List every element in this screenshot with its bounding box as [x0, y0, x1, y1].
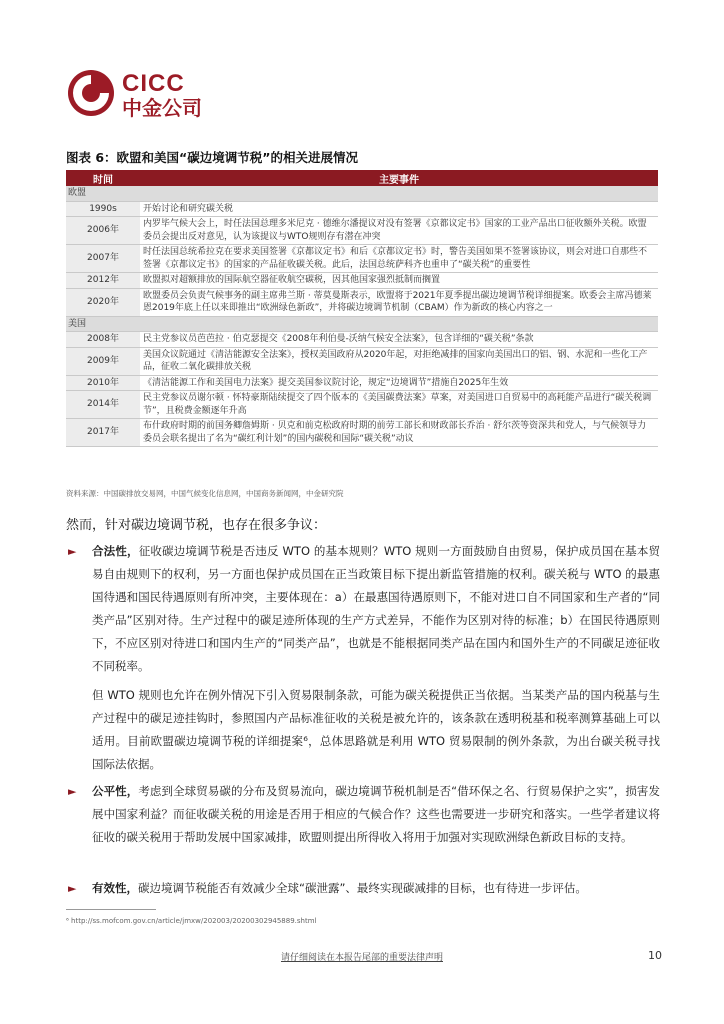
column-header-event: 主要事件 — [140, 170, 658, 186]
bullet-term: 有效性， — [92, 881, 138, 895]
event-cell: 美国众议院通过《清洁能源安全法案》，授权美国政府从2020年起，对拒绝减排的国家向美国出口的铝、钢、水泥和一些化工产品，征收二氧化碳排放关税 — [140, 347, 658, 375]
table-row — [66, 245, 658, 273]
bullet-term: 公平性， — [92, 784, 139, 798]
figure-title: 图表 6：欧盟和美国“碳边境调节税”的相关进展情况 — [66, 150, 358, 165]
table-row — [66, 375, 658, 391]
event-cell: 开始讨论和研究碳关税 — [140, 201, 658, 217]
event-cell: 《清洁能源工作和美国电力法案》提交美国参议院讨论，规定“边境调节”措施自2025年生效 — [140, 375, 658, 391]
year-cell: 2012年 — [66, 273, 140, 289]
bullet-legality-extra: 但 WTO 规则也允许在例外情况下引入贸易限制条款，可能为碳关税提供正当依据。当某类产品的国内税基与生产过程中的碳足迹挂钩时，参照国内产品标准征收的关税是被允许的，该条款在透明税基和税率测算基础上可以适用。目前欧盟碳边境调节税的详细提案⁶，总体思路就是利用 WTO 贸易限制的例外条款，为出台碳关税寻找国际法依据。 — [92, 688, 660, 771]
table-row — [66, 217, 658, 245]
year-cell: 2010年 — [66, 375, 140, 391]
year-cell: 2017年 — [66, 419, 140, 447]
brand-name-en: CICC — [122, 70, 185, 97]
cicc-logo-icon — [66, 68, 116, 118]
section-label: 欧盟 — [66, 186, 658, 201]
footer-disclaimer[interactable] — [0, 950, 724, 963]
year-cell: 2009年 — [66, 347, 140, 375]
brand-name-cn: 中金公司 — [122, 96, 202, 120]
bullet-arrow-icon: ► — [68, 785, 77, 798]
year-cell: 2006年 — [66, 217, 140, 245]
event-cell: 民主党参议员谢尔顿 · 怀特豪斯陆续提交了四个版本的《美国碳费法案》草案，对美国进口自贸易中的高耗能产品进行“碳关税调节”，且税费金额逐年升高 — [140, 391, 658, 419]
bullet-text: 征收碳边境调节税是否违反 WTO 的基本规则？WTO 规则一方面鼓励自由贸易，保护成员国在基本贸易自由规则下的权利，另一方面也保护成员国在正当政策目标下提出新监管措施的权利。碳关税与 WTO 的最惠国待遇和国民待遇原则有所冲突，主要体现在：a）在最惠国待遇原则下，不能对进口自不同国家和生产者的“同类产品”区别对待。生产过程中的碳足迹所体现的生产方式差异，不能作为区别对待的标准；b）在国民待遇原则下，不应区别对待进口和国内生产的“同类产品”，也就是不能根据同类产品在国内和国外生产的不同碳足迹征收不同税率。 — [92, 544, 661, 673]
table-row — [66, 419, 658, 447]
table-row — [66, 332, 658, 348]
section-label: 美国 — [66, 316, 658, 332]
section-row-us — [66, 316, 658, 332]
progress-table — [66, 170, 658, 447]
bullet-arrow-icon: ► — [68, 545, 77, 558]
bullet-legality — [92, 540, 660, 678]
bullet-text: 碳边境调节税能否有效减少全球“碳泄露”、最终实现碳减排的目标，也有待进一步评估。 — [138, 881, 587, 895]
year-cell: 1990s — [66, 201, 140, 217]
table-row — [66, 391, 658, 419]
event-cell: 欧盟委员会负责气候事务的副主席弗兰斯 · 蒂莫曼斯表示，欧盟将于2021年夏季提出碳边境调节税详细提案。欧委会主席冯德莱恩2019年底上任以来即推出“欧洲绿色新政”，并将碳边境调节机制（CBAM）作为新政的核心内容之一 — [140, 288, 658, 316]
page-number: 10 — [648, 949, 662, 962]
column-header-time: 时间 — [66, 170, 140, 186]
year-cell: 2007年 — [66, 245, 140, 273]
footnote-divider — [66, 909, 156, 910]
event-cell: 民主党参议员芭芭拉 · 伯克瑟提交《2008年利伯曼-沃纳气候安全法案》，包含详细的“碳关税”条款 — [140, 332, 658, 348]
table-header-row — [66, 170, 658, 186]
bullet-fairness — [92, 780, 660, 849]
event-cell: 欧盟拟对超额排放的国际航空器征收航空碳税，因其他国家强烈抵制而搁置 — [140, 273, 658, 289]
table-row — [66, 288, 658, 316]
event-cell: 内罗毕气候大会上，时任法国总理多米尼克 · 德维尔潘提议对没有签署《京都议定书》国家的工业产品出口征收额外关税。欧盟委员会提出反对意见，认为该提议与WTO规则存有潜在冲突 — [140, 217, 658, 245]
bullet-text: 考虑到全球贸易碳的分布及贸易流向，碳边境调节税机制是否“借环保之名、行贸易保护之实”，损害发展中国家利益？而征收碳关税的用途是否用于相应的气候合作？这些也需要进一步研究和落实。一些学者建议将征收的碳关税用于帮助发展中国家减排，欧盟则提出所得收入将用于加强对实现欧洲绿色新政目标的支持。 — [92, 784, 660, 844]
year-cell: 2008年 — [66, 332, 140, 348]
bullet-arrow-icon: ► — [68, 882, 77, 895]
table-row — [66, 273, 658, 289]
year-cell: 2014年 — [66, 391, 140, 419]
event-cell: 布什政府时期的前国务卿詹姆斯 · 贝克和前克松政府时期的前劳工部长和财政部长乔治 · 舒尔茨等资深共和党人，与气候领导力委员会联名提出了名为“碳红利计划”的国内碳税和国际“碳关税”动议 — [140, 419, 658, 447]
footer-disclaimer-link[interactable]: 请仔细阅读在本报告尾部的重要法律声明 — [280, 953, 443, 963]
section-row-eu — [66, 186, 658, 201]
lead-paragraph: 然而，针对碳边境调节税，也存在很多争议： — [66, 518, 327, 533]
event-cell: 时任法国总统希拉克在要求美国签署《京都议定书》和后《京都议定书》时，警告美国如果不签署该协议，则会对进口自那些不签署《京都议定书》的国家的产品征收碳关税。此后，法国总统萨科齐也重申了“碳关税”的重要性 — [140, 245, 658, 273]
bullet-term: 合法性， — [92, 544, 139, 558]
footnote: ⁶ http://ss.mofcom.gov.cn/article/jmxw/202003/20200302945889.shtml — [66, 917, 317, 925]
brand-logo — [66, 68, 326, 118]
source-note: 资料来源：中国碳排放交易网，中国气候变化信息网，中国商务新闻网，中金研究院 — [66, 489, 344, 498]
bullet-effectiveness — [92, 877, 660, 900]
year-cell: 2020年 — [66, 288, 140, 316]
table-row — [66, 347, 658, 375]
table-row — [66, 201, 658, 217]
